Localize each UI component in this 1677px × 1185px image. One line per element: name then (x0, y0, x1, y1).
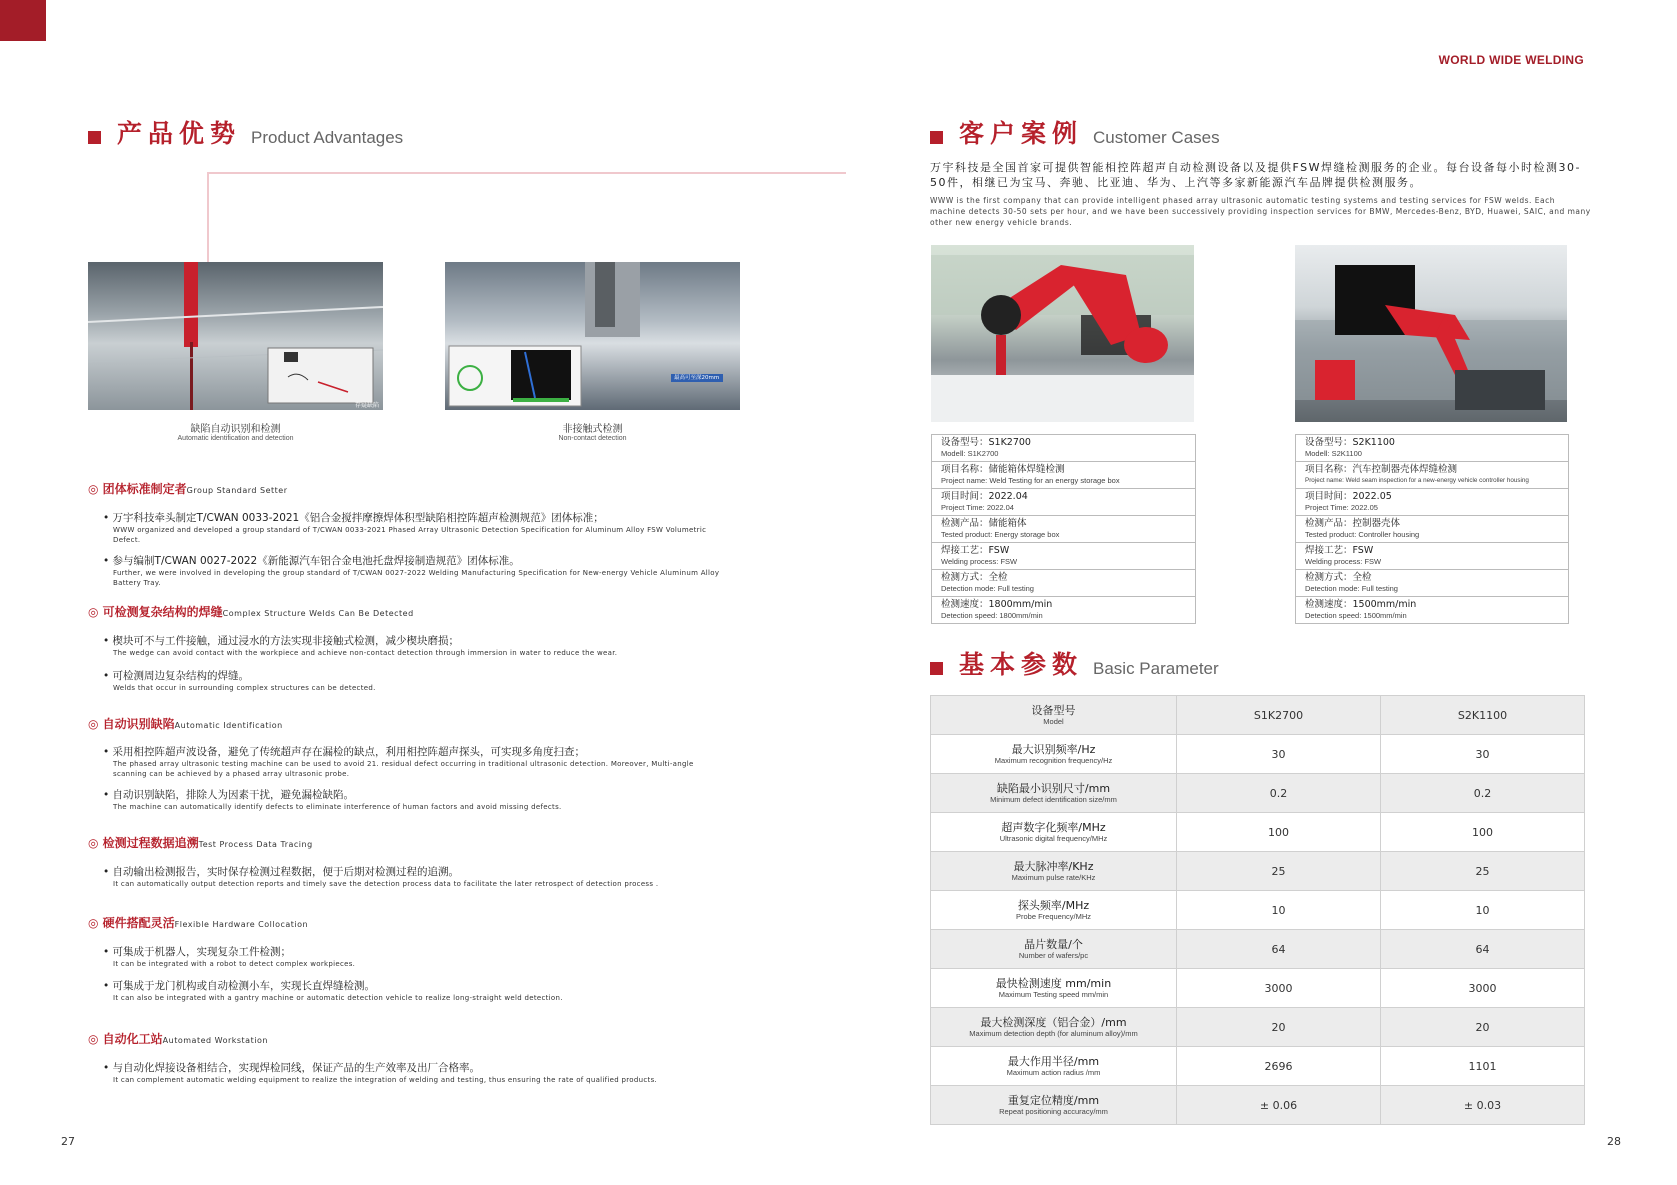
bullet-item: • 可集成于机器人，实现复杂工件检测； It can be integrated with a robot to detect complex workpieces. (103, 944, 723, 969)
photo-overlay-label: 存疑缺陷 (354, 402, 379, 409)
adv-heading-en: Flexible Hardware Collocation (174, 920, 309, 929)
value-s2k1100: ± 0.03 (1381, 1086, 1585, 1125)
bullet-cn: 可检测周边复杂结构的焊缝。 (112, 670, 250, 682)
param-cn: 超声数字化频率/MHz (1001, 820, 1106, 834)
customer-cases-title (930, 114, 1220, 150)
spec-row (932, 462, 1195, 489)
bullet-en: Further, we were involved in developing the group standard of T/CWAN 0027-2022 Welding Manufacturing Specification for New-energy Vehicle Aluminum Alloy Battery Tray. (113, 569, 720, 587)
param-en: Maximum action radius /mm (1006, 1067, 1101, 1077)
table-row (931, 930, 1585, 969)
photo-defect-detection (88, 262, 383, 410)
spec-row (932, 543, 1195, 570)
bullet-cn: 可集成于龙门机构或自动检测小车，实现长直焊缝检测。 (112, 980, 376, 992)
corner-block (0, 0, 46, 41)
spec-en: Tested product: Energy storage box (941, 530, 1060, 539)
value-s1k2700: ± 0.06 (1177, 1086, 1381, 1125)
adv-heading-cn: 团体标准制定者 (102, 482, 187, 496)
caption-en: Automatic identification and detection (177, 435, 294, 442)
param-cn: 最大脉冲率/KHz (1013, 859, 1094, 873)
adv-heading-group-standard: ◎ 团体标准制定者Group Standard Setter (88, 482, 288, 496)
spec-row (1296, 570, 1568, 597)
value-s1k2700: 100 (1177, 813, 1381, 852)
photo-caption-2 (445, 420, 740, 442)
table-row (931, 969, 1585, 1008)
bullet-item: • 万宇科技牵头制定T/CWAN 0033-2021《铝合金搅拌摩擦焊体积型缺陷相控阵超声检测规范》团体标准； WWW organized and developed a group standard of T/CWAN 0033-2021 Phased Array Ultrasonic Detection Specification for Aluminum Alloy FSW Volumetric Defect. (103, 510, 723, 545)
value-s1k2700: 2696 (1177, 1047, 1381, 1086)
spec-row (1296, 516, 1568, 543)
spec-cn: 焊接工艺：FSW (941, 545, 1010, 556)
spec-cn: 检测产品：控制器壳体 (1305, 518, 1401, 529)
spec-cn: 项目时间：2022.04 (941, 491, 1028, 502)
param-cn: 探头频率/MHz (1017, 898, 1090, 912)
spec-row (932, 597, 1195, 623)
spec-cn: 项目名称：储能箱体焊缝检测 (941, 464, 1065, 475)
title-square-icon (930, 662, 943, 675)
adv-heading-en: Complex Structure Welds Can Be Detected (222, 609, 414, 618)
adv-heading-auto-identification: ◎ 自动识别缺陷Automatic Identification (88, 717, 283, 731)
bullet-item: • 与自动化焊接设备相结合，实现焊检同线，保证产品的生产效率及出厂合格率。 It can complement automatic welding equipment to realize the integration of welding and testing, thus ensuring the rate of qualified products. (103, 1060, 723, 1085)
bullet-cn: 楔块可不与工件接触，通过浸水的方法实现非接触式检测，减少楔块磨损； (112, 635, 460, 647)
bullet-en: The machine can automatically identify defects to eliminate interference of human factors and avoid missing defects. (113, 803, 562, 811)
spec-row (1296, 543, 1568, 570)
bullet-cn: 与自动化焊接设备相结合，实现焊检同线，保证产品的生产效率及出厂合格率。 (112, 1062, 481, 1074)
value-s2k1100: 30 (1381, 735, 1585, 774)
header-col-s2k1100: S2K1100 (1381, 696, 1585, 735)
table-row (931, 813, 1585, 852)
photo-overlay-label: 最高可至深20mm (674, 375, 720, 381)
title-square-icon (930, 131, 943, 144)
caption-en: Non-contact detection (558, 435, 627, 442)
title-cn: 基本参数 (959, 650, 1084, 679)
param-cn: 最大作用半径/mm (1007, 1054, 1100, 1068)
spec-en: Detection mode: Full testing (941, 584, 1034, 593)
bullet-en: WWW organized and developed a group standard of T/CWAN 0033-2021 Phased Array Ultrasonic Detection Specification for Aluminum Alloy FSW Volumetric Defect. (113, 526, 707, 544)
spec-en: Project Time: 2022.05 (1305, 503, 1378, 512)
adv-heading-cn: 检测过程数据追溯 (102, 836, 199, 850)
bullet-cn: 采用相控阵超声波设备，避免了传统超声存在漏检的缺点，利用相控阵超声探头，可实现多角度扫查； (112, 746, 586, 758)
header-cn: 设备型号 (1031, 703, 1076, 717)
spec-cn: 检测产品：储能箱体 (941, 518, 1027, 529)
bullet-item: • 采用相控阵超声波设备，避免了传统超声存在漏检的缺点，利用相控阵超声探头，可实现多角度扫查； The phased array ultrasonic testing machine can be used to avoid 21. residual defect occurring in traditional ultrasonic detection. Moreover, Multi-angle scanning can be achieved by a phased array ultrasonic probe. (103, 744, 723, 779)
spec-row (932, 570, 1195, 597)
spec-cn: 检测方式：全检 (941, 572, 1008, 583)
adv-heading-cn: 自动化工站 (102, 1032, 163, 1046)
parameter-table (930, 695, 1585, 1125)
spec-row (1296, 462, 1568, 489)
spec-en: ModeⅡ: S2K1100 (1305, 449, 1362, 458)
param-en: Minimum defect identification size/mm (990, 794, 1117, 804)
param-en: Ultrasonic digital frequency/MHz (999, 833, 1108, 843)
basic-parameter-title (930, 645, 1219, 681)
photo-defect-detection-art (88, 262, 383, 410)
table-row (931, 891, 1585, 930)
product-advantages-title (88, 114, 403, 150)
spec-row (1296, 597, 1568, 623)
bullet-item: • 可集成于龙门机构或自动检测小车，实现长直焊缝检测。 It can also be integrated with a gantry machine or automatic detection vehicle to realize long-straight weld detection. (103, 978, 723, 1003)
title-square-icon (88, 131, 101, 144)
param-cn: 缺陷最小识别尺寸/mm (996, 781, 1111, 795)
bullet-en: The phased array ultrasonic testing machine can be used to avoid 21. residual defect occurring in traditional ultrasonic detection. Moreover, Multi-angle scanning can be achieved by a phased array ultrasonic probe. (113, 760, 694, 778)
param-en: Maximum pulse rate/KHz (1011, 872, 1096, 882)
spec-cn: 设备型号：S2K1100 (1305, 437, 1395, 448)
bullet-en: It can be integrated with a robot to detect complex workpieces. (113, 960, 356, 968)
table-row (931, 1008, 1585, 1047)
bullet-en: It can also be integrated with a gantry machine or automatic detection vehicle to realize long-straight weld detection. (113, 994, 563, 1002)
bullet-item: • 参与编制T/CWAN 0027-2022《新能源汽车铝合金电池托盘焊接制造规范》团体标准。 Further, we were involved in developing the group standard of T/CWAN 0027-2022 Welding Manufacturing Specification for New-energy Vehicle Aluminum Alloy Battery Tray. (103, 553, 723, 588)
adv-heading-cn: 硬件搭配灵活 (102, 916, 175, 930)
spec-cn: 项目名称：汽车控制器壳体焊缝检测 (1305, 464, 1458, 475)
table-row (931, 1047, 1585, 1086)
bullet-cn: 自动输出检测报告，实时保存检测过程数据，便于后期对检测过程的追溯。 (112, 866, 460, 878)
title-cn: 产品优势 (117, 119, 242, 148)
value-s2k1100: 100 (1381, 813, 1585, 852)
param-en: Maximum detection depth (for aluminum alloy)/mm (969, 1028, 1138, 1038)
bullet-en: It can automatically output detection reports and timely save the detection process data to facilitate the later retrospect of detection process . (113, 880, 659, 888)
spec-cn: 设备型号：S1K2700 (941, 437, 1031, 448)
accent-line-horizontal (208, 172, 846, 174)
caption-cn: 缺陷自动识别和检测 (190, 424, 281, 435)
spec-en: Welding process: FSW (1305, 557, 1382, 566)
brand-label: WORLD WIDE WELDING (1438, 53, 1584, 67)
robot-arm-art (931, 245, 1194, 422)
accent-line-vertical (207, 172, 209, 262)
spec-en: Project name: Weld Testing for an energy storage box (941, 476, 1120, 485)
adv-heading-data-tracing: ◎ 检测过程数据追溯Test Process Data Tracing (88, 836, 313, 850)
value-s2k1100: 20 (1381, 1008, 1585, 1047)
bullet-en: The wedge can avoid contact with the workpiece and achieve non-contact detection through immersion in water to reduce the wear. (113, 649, 618, 657)
robot-arm-art (1295, 245, 1567, 422)
adv-heading-en: Test Process Data Tracing (198, 840, 313, 849)
value-s1k2700: 64 (1177, 930, 1381, 969)
param-cn: 最大识别频率/Hz (1011, 742, 1096, 756)
value-s2k1100: 1101 (1381, 1047, 1585, 1086)
value-s2k1100: 0.2 (1381, 774, 1585, 813)
cases-intro-en: WWW is the first company that can provide intelligent phased array ultrasonic automatic testing systems and testing services for FSW welds. Each machine detects 30-50 sets per hour, and we have been successively providing inspection services for BMW, Mercedes-Benz, BYD, Huawei, SAIC, and many other new energy vehicle brands. (930, 196, 1591, 227)
spec-row (932, 489, 1195, 516)
bullet-en: Welds that occur in surrounding complex structures can be detected. (113, 684, 376, 692)
bullet-item: • 楔块可不与工件接触，通过浸水的方法实现非接触式检测，减少楔块磨损； The wedge can avoid contact with the workpiece and achieve non-contact detection through immersion in water to reduce the wear. (103, 633, 723, 658)
param-en: Repeat positioning accuracy/mm (999, 1106, 1108, 1116)
spec-en: Tested product: Controller housing (1305, 530, 1420, 539)
param-en: Number of wafers/pc (1018, 950, 1089, 960)
bullet-item: • 自动识别缺陷，排除人为因素干扰，避免漏检缺陷。 The machine can automatically identify defects to eliminate interference of human factors and avoid missing defects. (103, 787, 723, 812)
title-en: Product Advantages (251, 128, 404, 147)
spec-row (932, 435, 1195, 462)
case-spec-s1k2700 (931, 434, 1196, 624)
table-header-row (931, 696, 1585, 735)
photo-non-contact (445, 262, 740, 410)
value-s1k2700: 10 (1177, 891, 1381, 930)
param-cn: 最快检测速度 mm/min (995, 976, 1112, 990)
spec-cn: 检测方式：全检 (1305, 572, 1372, 583)
title-cn: 客户案例 (959, 119, 1084, 148)
spec-cn: 项目时间：2022.05 (1305, 491, 1392, 502)
adv-heading-en: Group Standard Setter (186, 486, 288, 495)
value-s1k2700: 25 (1177, 852, 1381, 891)
spec-en: Detection speed: 1800mm/min (941, 611, 1043, 620)
value-s2k1100: 10 (1381, 891, 1585, 930)
spec-en: Detection speed: 1500mm/min (1305, 611, 1407, 620)
bullet-cn: 可集成于机器人，实现复杂工件检测； (112, 946, 292, 958)
spec-en: Detection mode: Full testing (1305, 584, 1398, 593)
page-number-right: 28 (1607, 1135, 1621, 1148)
param-en: Maximum recognition frequency/Hz (994, 755, 1113, 765)
cases-intro-cn: 万宇科技是全国首家可提供智能相控阵超声自动检测设备以及提供FSW焊缝检测服务的企业。每台设备每小时检测30-50件，相继已为宝马、奔驰、比亚迪、华为、上汽等多家新能源汽车品牌提供检测服务。 (930, 161, 1581, 189)
spec-cn: 检测速度：1500mm/min (1305, 599, 1417, 610)
bullet-cn: 参与编制T/CWAN 0027-2022《新能源汽车铝合金电池托盘焊接制造规范》团体标准。 (112, 555, 520, 567)
adv-heading-cn: 自动识别缺陷 (102, 717, 175, 731)
value-s2k1100: 3000 (1381, 969, 1585, 1008)
page-number-left: 27 (61, 1135, 75, 1148)
caption-cn: 非接触式检测 (562, 424, 623, 435)
value-s2k1100: 25 (1381, 852, 1585, 891)
spec-row (1296, 435, 1568, 462)
table-row (931, 852, 1585, 891)
adv-heading-en: Automatic Identification (174, 721, 283, 730)
adv-heading-cn: 可检测复杂结构的焊缝 (102, 605, 223, 619)
param-cn: 重复定位精度/mm (1007, 1093, 1100, 1107)
adv-heading-complex-welds: ◎ 可检测复杂结构的焊缝Complex Structure Welds Can Be Detected (88, 605, 414, 619)
bullet-item: • 自动输出检测报告，实时保存检测过程数据，便于后期对检测过程的追溯。 It can automatically output detection reports and timely save the detection process data to facilitate the later retrospect of detection process . (103, 864, 723, 889)
case-spec-s2k1100 (1295, 434, 1569, 624)
value-s1k2700: 20 (1177, 1008, 1381, 1047)
table-row (931, 735, 1585, 774)
bullet-cn: 自动识别缺陷，排除人为因素干扰，避免漏检缺陷。 (112, 789, 355, 801)
value-s1k2700: 0.2 (1177, 774, 1381, 813)
spec-cn: 检测速度：1800mm/min (941, 599, 1053, 610)
param-en: Probe Frequency/MHz (1015, 911, 1092, 921)
value-s2k1100: 64 (1381, 930, 1585, 969)
photo-caption-1 (88, 420, 383, 442)
value-s1k2700: 30 (1177, 735, 1381, 774)
param-cn: 晶片数量/个 (1024, 937, 1083, 951)
table-row (931, 1086, 1585, 1125)
title-en: Customer Cases (1093, 128, 1220, 147)
title-en: Basic Parameter (1093, 659, 1219, 678)
bullet-en: It can complement automatic welding equipment to realize the integration of welding and testing, thus ensuring the rate of qualified products. (113, 1076, 658, 1084)
spec-en: ModeⅡ: S1K2700 (941, 449, 999, 458)
header-col-s1k2700: S1K2700 (1177, 696, 1381, 735)
param-cn: 最大检测深度（铝合金）/mm (980, 1015, 1127, 1029)
value-s1k2700: 3000 (1177, 969, 1381, 1008)
spec-en: Project Time: 2022.04 (941, 503, 1014, 512)
adv-heading-workstation: ◎ 自动化工站Automated Workstation (88, 1032, 268, 1046)
spec-en: Welding process: FSW (941, 557, 1018, 566)
photo-non-contact-art (445, 262, 740, 410)
spec-row (932, 516, 1195, 543)
adv-heading-hardware: ◎ 硬件搭配灵活Flexible Hardware Collocation (88, 916, 309, 930)
spec-cn: 焊接工艺：FSW (1305, 545, 1374, 556)
spec-en: Project name: Weld seam inspection for a new-energy vehicle controller housing (1305, 477, 1529, 484)
case-photo-s2k1100 (1295, 245, 1567, 422)
table-row (931, 774, 1585, 813)
bullet-cn: 万宇科技牵头制定T/CWAN 0033-2021《铝合金搅拌摩擦焊体积型缺陷相控阵超声检测规范》团体标准； (112, 512, 604, 524)
spec-row (1296, 489, 1568, 516)
case-photo-s1k2700 (931, 245, 1194, 422)
header-en: Model (1043, 716, 1064, 726)
param-en: Maximum Testing speed mm/min (998, 989, 1109, 999)
adv-heading-en: Automated Workstation (162, 1036, 268, 1045)
bullet-item: • 可检测周边复杂结构的焊缝。 Welds that occur in surrounding complex structures can be detected. (103, 668, 723, 693)
